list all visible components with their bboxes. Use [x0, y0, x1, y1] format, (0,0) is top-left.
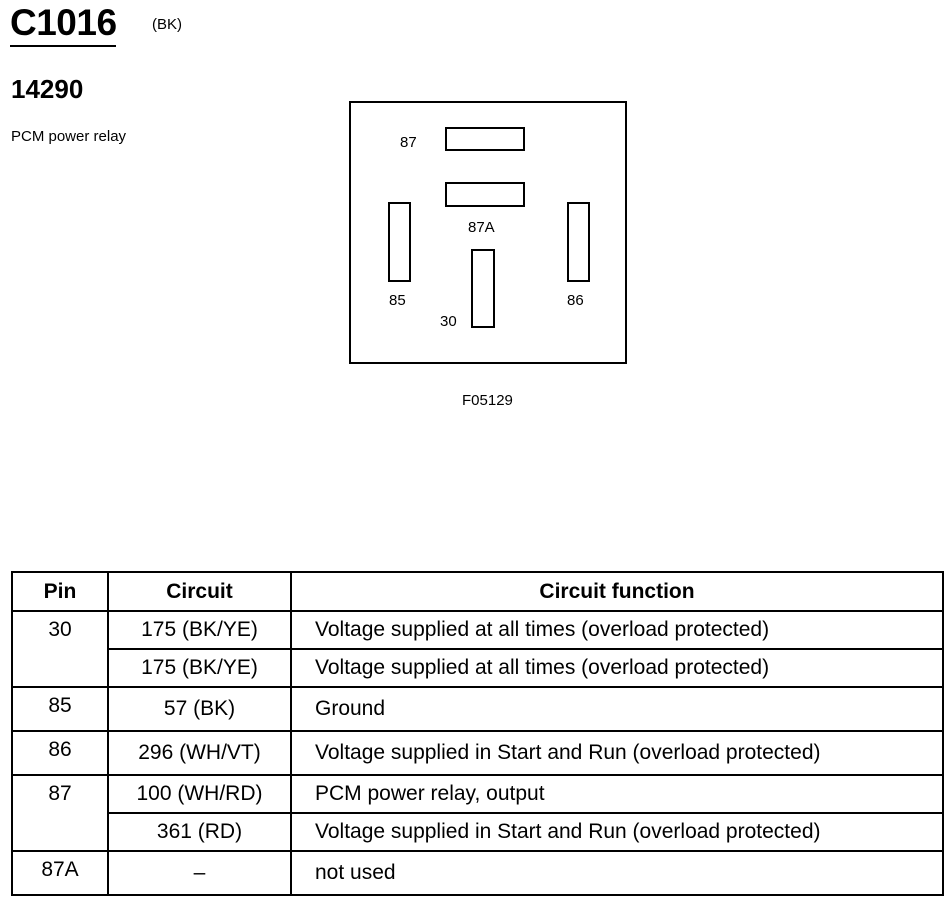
header-circuit: Circuit [108, 572, 291, 611]
table-row [12, 775, 943, 813]
function-cell: PCM power relay, output [291, 775, 943, 813]
function-cell: Voltage supplied in Start and Run (overload protected) [291, 731, 943, 775]
table-row [12, 611, 943, 649]
table-row [12, 649, 943, 687]
pin-cell: 87A [12, 851, 108, 895]
table-row [12, 851, 943, 895]
connector-id-underline [10, 45, 116, 47]
part-number: 14290 [11, 74, 84, 104]
connector-color: (BK) [152, 16, 182, 33]
table-row [12, 731, 943, 775]
part-description: PCM power relay [11, 128, 127, 145]
function-cell: Voltage supplied in Start and Run (overload protected) [291, 813, 943, 851]
table-row [12, 687, 943, 731]
function-cell: Voltage supplied at all times (overload protected) [291, 611, 943, 649]
terminal-85 [388, 202, 411, 282]
circuit-cell: 296 (WH/VT) [108, 731, 291, 775]
circuit-cell: 175 (BK/YE) [108, 611, 291, 649]
terminal-87 [445, 127, 525, 151]
circuit-cell: – [108, 851, 291, 895]
circuit-cell: 57 (BK) [108, 687, 291, 731]
function-cell: Voltage supplied at all times (overload protected) [291, 649, 943, 687]
pin-table [11, 571, 944, 896]
function-cell: Ground [291, 687, 943, 731]
figure-id: F05129 [462, 392, 513, 409]
terminal-86 [567, 202, 590, 282]
pin-label-85: 85 [389, 292, 406, 309]
circuit-cell: 361 (RD) [108, 813, 291, 851]
pin-cell: 85 [12, 687, 108, 731]
connector-id: C1016 [10, 2, 117, 43]
pin-label-87: 87 [400, 134, 417, 151]
pin-label-86: 86 [567, 292, 584, 309]
terminal-87a [445, 182, 525, 207]
header-circuit-function: Circuit function [291, 572, 943, 611]
pin-cell: 86 [12, 731, 108, 775]
circuit-cell: 100 (WH/RD) [108, 775, 291, 813]
table-header-row [12, 572, 943, 611]
relay-connector-diagram [349, 101, 627, 364]
pin-label-30: 30 [440, 313, 457, 330]
pin-cell: 30 [12, 611, 108, 687]
header-pin: Pin [12, 572, 108, 611]
table-row [12, 813, 943, 851]
pin-label-87a: 87A [468, 219, 495, 236]
terminal-30 [471, 249, 495, 328]
function-cell: not used [291, 851, 943, 895]
circuit-cell: 175 (BK/YE) [108, 649, 291, 687]
pin-cell: 87 [12, 775, 108, 851]
